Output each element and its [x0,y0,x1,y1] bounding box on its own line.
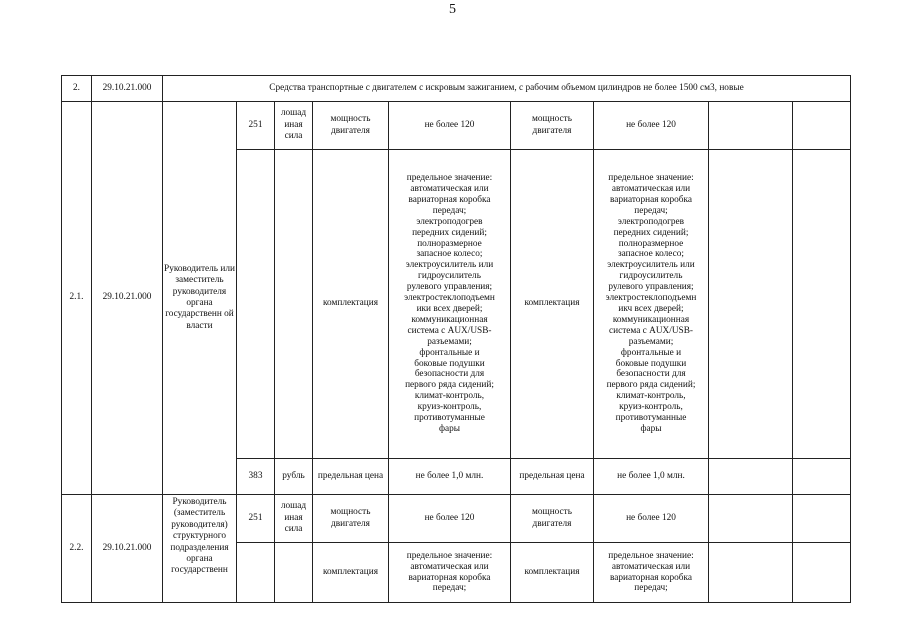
row-number: 2. [62,76,92,102]
row-number: 2.2. [62,495,92,603]
okei-code: 251 [237,495,275,543]
table-row [62,76,851,102]
okpd-code: 29.10.21.000 [92,495,163,603]
characteristic-value: не более 120 [594,102,709,150]
characteristic-value: не более 120 [389,102,511,150]
okei-code: 383 [237,459,275,495]
characteristic-value: не более 120 [594,495,709,543]
empty-cell [793,102,851,150]
characteristic-name: предельная цена [511,459,594,495]
characteristic-name: мощность двигателя [313,495,389,543]
empty-cell [709,459,793,495]
characteristic-name: комплектация [313,543,389,603]
empty-cell [709,102,793,150]
okpd-code: 29.10.21.000 [92,76,163,102]
empty-cell [793,150,851,459]
characteristic-name: мощность двигателя [511,495,594,543]
characteristic-value: предельное значение: автоматическая или вариаторная коробка передач; электроподогрев передних сидений; полноразмерное запасное колесо; электроусилитель или гидроусилитель рулевого управления; электростеклоподъемн икч всех дверей; коммуникационная система с AUX/USB- разъемами; фронтальные и боковые подушки безопасности для первого ряда сидений; климат-контроль, круиз-контроль, противотуманные фары [594,150,709,459]
unit-name: лошад иная сила [275,495,313,543]
empty-cell [793,459,851,495]
characteristic-value: не более 120 [389,495,511,543]
unit-name [275,150,313,459]
characteristic-value: предельное значение: автоматическая или вариаторная коробка передач; [594,543,709,603]
okpd-code: 29.10.21.000 [92,102,163,495]
unit-name: лошад иная сила [275,102,313,150]
characteristic-name: комплектация [511,543,594,603]
position-name: Руководитель или заместитель руководителя органа государственн ой власти [163,102,237,495]
group-title: Средства транспортные с двигателем с искровым зажиганием, с рабочим объемом цилиндров не более 1500 см3, новые [163,76,851,102]
characteristic-value: предельное значение: автоматическая или вариаторная коробка передач; электроподогрев передних сидений; полноразмерное запасное колесо; электроусилитель или гидроусилитель рулевого управления; электростеклоподъемн ики всех дверей; коммуникационная система с AUX/USB- разъемами; фронтальные и боковые подушки безопасности для первого ряда сидений; климат-контроль, круиз-контроль, противотуманные фары [389,150,511,459]
table-row [62,102,851,150]
characteristic-value: предельное значение: автоматическая или вариаторная коробка передач; [389,543,511,603]
characteristic-name: комплектация [511,150,594,459]
okei-code [237,543,275,603]
characteristic-name: мощность двигателя [511,102,594,150]
characteristic-name: комплектация [313,150,389,459]
empty-cell [793,495,851,543]
okei-code: 251 [237,102,275,150]
table-row [62,495,851,543]
empty-cell [709,495,793,543]
row-number: 2.1. [62,102,92,495]
empty-cell [793,543,851,603]
characteristic-value: не более 1,0 млн. [594,459,709,495]
position-name: Руководитель (заместитель руководителя) структурного подразделения органа государственн [163,495,237,603]
characteristic-name: предельная цена [313,459,389,495]
page-number: 5 [449,2,456,17]
specification-table [61,75,851,603]
okei-code [237,150,275,459]
empty-cell [709,150,793,459]
unit-name: рубль [275,459,313,495]
characteristic-value: не более 1,0 млн. [389,459,511,495]
empty-cell [709,543,793,603]
unit-name [275,543,313,603]
characteristic-name: мощность двигателя [313,102,389,150]
